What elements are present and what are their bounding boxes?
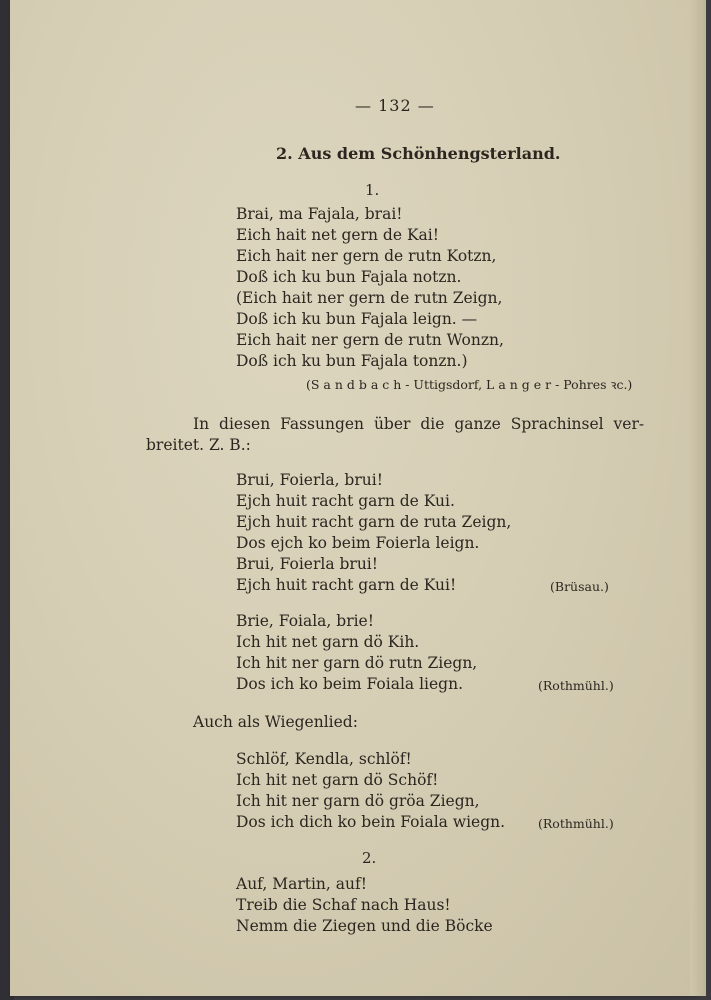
verse-line: Ich hit net garn dö Kih. [236, 633, 420, 651]
prose-line: In diesen Fassungen über die ganze Sprachinsel ver- [193, 415, 645, 433]
verse-line: Brai, ma Fajala, brai! [236, 205, 403, 223]
verse-line: Eich hait ner gern de rutn Kotzn, [236, 247, 497, 265]
verse-line: Ich hit ner garn dö rutn Ziegn, [236, 654, 478, 672]
verse-line: Nemm die Ziegen und die Böcke [236, 917, 493, 935]
verse-line: Ejch huit racht garn de Kui! [236, 576, 457, 594]
poem-number: 1. [365, 181, 380, 199]
verse-line: Auf, Martin, auf! [236, 875, 367, 893]
source-citation: (Rothmühl.) [538, 816, 614, 831]
page-number: — 132 — [355, 96, 435, 115]
verse-line: Brui, Foierla, brui! [236, 471, 383, 489]
verse-line: Eich hait ner gern de rutn Wonzn, [236, 331, 504, 349]
verse-line: Doß ich ku bun Fajala leign. — [236, 310, 478, 328]
page-fold-edge [690, 0, 706, 996]
verse-line: Dos ejch ko beim Foierla leign. [236, 534, 480, 552]
prose-line: Auch als Wiegenlied: [193, 713, 358, 731]
verse-line: Doß ich ku bun Fajala tonzn.) [236, 352, 468, 370]
verse-line: Schlöf, Kendla, schlöf! [236, 750, 412, 768]
source-citation: (S a n d b a c h - Uttigsdorf, L a n g e r - Pohres ꝛc.) [306, 377, 633, 392]
verse-line: Ich hit net garn dö Schöf! [236, 771, 439, 789]
verse-line: Dos ich ko beim Foiala liegn. [236, 675, 463, 693]
book-page [10, 0, 696, 996]
verse-line: Doß ich ku bun Fajala notzn. [236, 268, 462, 286]
verse-line: Treib die Schaf nach Haus! [236, 896, 451, 914]
source-citation: (Brüsau.) [550, 579, 609, 594]
poem-number: 2. [362, 849, 377, 867]
verse-line: Ejch huit racht garn de ruta Zeign, [236, 513, 512, 531]
verse-line: (Eich hait ner gern de rutn Zeign, [236, 289, 503, 307]
source-citation: (Rothmühl.) [538, 678, 614, 693]
verse-line: Ejch huit racht garn de Kui. [236, 492, 455, 510]
verse-line: Brie, Foiala, brie! [236, 612, 374, 630]
verse-line: Ich hit ner garn dö gröa Ziegn, [236, 792, 480, 810]
verse-line: Dos ich dich ko bein Foiala wiegn. [236, 813, 506, 831]
prose-line: breitet. Z. B.: [146, 436, 251, 454]
verse-line: Eich hait net gern de Kai! [236, 226, 439, 244]
section-heading: 2. Aus dem Schönhengsterland. [276, 144, 561, 163]
verse-line: Brui, Foierla brui! [236, 555, 378, 573]
